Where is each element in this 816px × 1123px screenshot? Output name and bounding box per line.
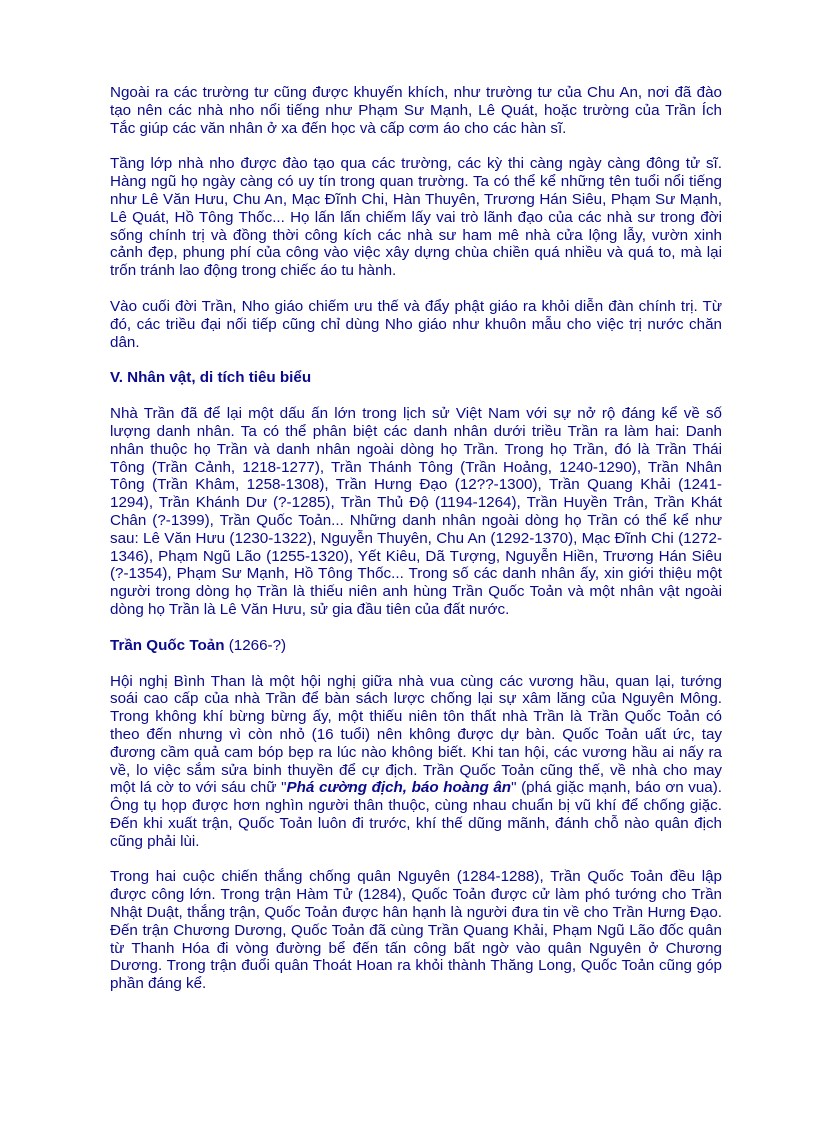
paragraph-private-schools: Ngoài ra các trường tư cũng được khuyến khích, như trường tư của Chu An, nơi đã đào tạo nên các nhà nho nổi tiếng như Phạm Sư Mạnh, Lê Quát, hoặc trường của Trần Ích Tắc giúp các văn nhân ở xa đến học và cấp cơm áo cho các hàn sĩ.: [110, 84, 722, 137]
paragraph-battles: Trong hai cuộc chiến thắng chống quân Nguyên (1284-1288), Trần Quốc Toản đều lập được công lớn. Trong trận Hàm Tử (1284), Quốc Toản được cử làm phó tướng cho Trần Nhật Duật, thắng trận, Quốc Toản được hân hạnh là người đưa tin về cho Trần Hưng Đạo. Đến trận Chương Dương, Quốc Toản đã cùng Trần Quang Khải, Phạm Ngũ Lão đốc quân từ Thanh Hóa đi vòng đường bể đến tấn công bất ngờ vào quân Nguyên ở Chương Dương. Trong trận đuổi quân Thoát Hoan ra khỏi thành Thăng Long, Quốc Toản cũng góp phần đáng kể.: [110, 868, 722, 993]
paragraph-text-before: Hội nghị Bình Than là một hội nghị giữa nhà vua cùng các vương hầu, quan lại, tướng soái cao cấp của nhà Trần để bàn sách lược chống lại sự xâm lăng của Nguyên Mông. Trong không khí bừng bừng ấy, một thiếu niên tôn thất nhà Trần là Trần Quốc Toản có theo đến nhưng vì còn nhỏ (16 tuổi) nên không được dự bàn. Quốc Toản uất ức, tay đương cầm quả cam bóp bẹp ra lúc nào không biết. Khi tan hội, các vương hầu ai nấy ra về, lo việc sắm sửa binh thuyền để cự địch. Trần Quốc Toản cũng thế, về nhà cho may một lá cờ to với sáu chữ ": [110, 672, 722, 797]
paragraph-binh-than-conference: [110, 673, 722, 851]
sub-heading: [110, 637, 722, 655]
sub-heading-years: (1266-?): [224, 636, 287, 654]
sub-heading-name: Trần Quốc Toản: [110, 636, 225, 654]
paragraph-notable-figures: Nhà Trần đã để lại một dấu ấn lớn trong lịch sử Việt Nam với sự nở rộ đáng kể về số lượng danh nhân. Ta có thể phân biệt các danh nhân dưới triều Trần ra làm hai: Danh nhân thuộc họ Trần và danh nhân ngoài dòng họ Trần. Trong họ Trần, đó là Trần Thái Tông (Trần Cảnh, 1218-1277), Trần Thánh Tông (Trần Hoảng, 1240-1290), Trần Nhân Tông (Trần Khâm, 1258-1308), Trần Hưng Đạo (12??-1300), Trần Quang Khải (1241-1294), Trần Khánh Dư (?-1285), Trần Thủ Độ (1194-1264), Trần Huyền Trân, Trần Khát Chân (?-1399), Trần Quốc Toản... Những danh nhân ngoài dòng họ Trần có thể kể như sau: Lê Văn Hưu (1230-1322), Nguyễn Thuyên, Chu An (1292-1370), Mạc Đĩnh Chi (1272-1346), Phạm Ngũ Lão (1255-1320), Yết Kiêu, Dã Tượng, Nguyễn Hiền, Trương Hán Siêu (?-1354), Phạm Sư Mạnh, Hồ Tông Thốc... Trong số các danh nhân ấy, xin giới thiệu một người trong dòng họ Trần là thiếu niên anh hùng Trần Quốc Toản và một nhân vật ngoài dòng họ Trần là Lê Văn Hưu, sử gia đầu tiên của đất nước.: [110, 405, 722, 618]
flag-motto: Phá cường địch, báo hoàng ân: [286, 779, 512, 797]
paragraph-confucianism-dominance: Vào cuối đời Trần, Nho giáo chiếm ưu thế và đẩy phật giáo ra khỏi diễn đàn chính trị. Từ đó, các triều đại nối tiếp cũng chỉ dùng Nho giáo như khuôn mẫu cho việc trị nước chăn dân.: [110, 297, 722, 351]
section-heading: V. Nhân vật, di tích tiêu biểu: [110, 369, 312, 387]
paragraph-confucian-scholars: Tầng lớp nhà nho được đào tạo qua các trường, các kỳ thi càng ngày càng đông tử sĩ. Hàng ngũ họ ngày càng có uy tín trong quan trường. Ta có thể kể những tên tuổi nổi tiếng như Lê Văn Hưu, Chu An, Mạc Đĩnh Chi, Hàn Thuyên, Trương Hán Siêu, Phạm Sư Mạnh, Lê Quát, Hồ Tông Thốc... Họ lấn lấn chiếm lấy vai trò lãnh đạo của các nhà sư trong đời sống chính trị và đồng thời công kích các nhà sư ham mê nhà cửa lộng lẫy, vườn xinh cảnh đẹp, phung phí của công vào việc xây dựng chùa chiền quá nhiều và quá to, mà lại trốn tránh lao động trong chiếc áo tu hành.: [110, 155, 722, 280]
document-page: [110, 84, 722, 1011]
paragraph-text-after: " (phá giặc mạnh, báo ơn vua). Ông tụ họp được hơn nghìn người thân thuộc, cùng nhau chuẩn bị vũ khí để chống giặc. Đến khi xuất trận, Quốc Toản luôn đi trước, khí thế dũng mãnh, đánh chỗ nào quân địch cũng phải lùi.: [110, 779, 723, 850]
